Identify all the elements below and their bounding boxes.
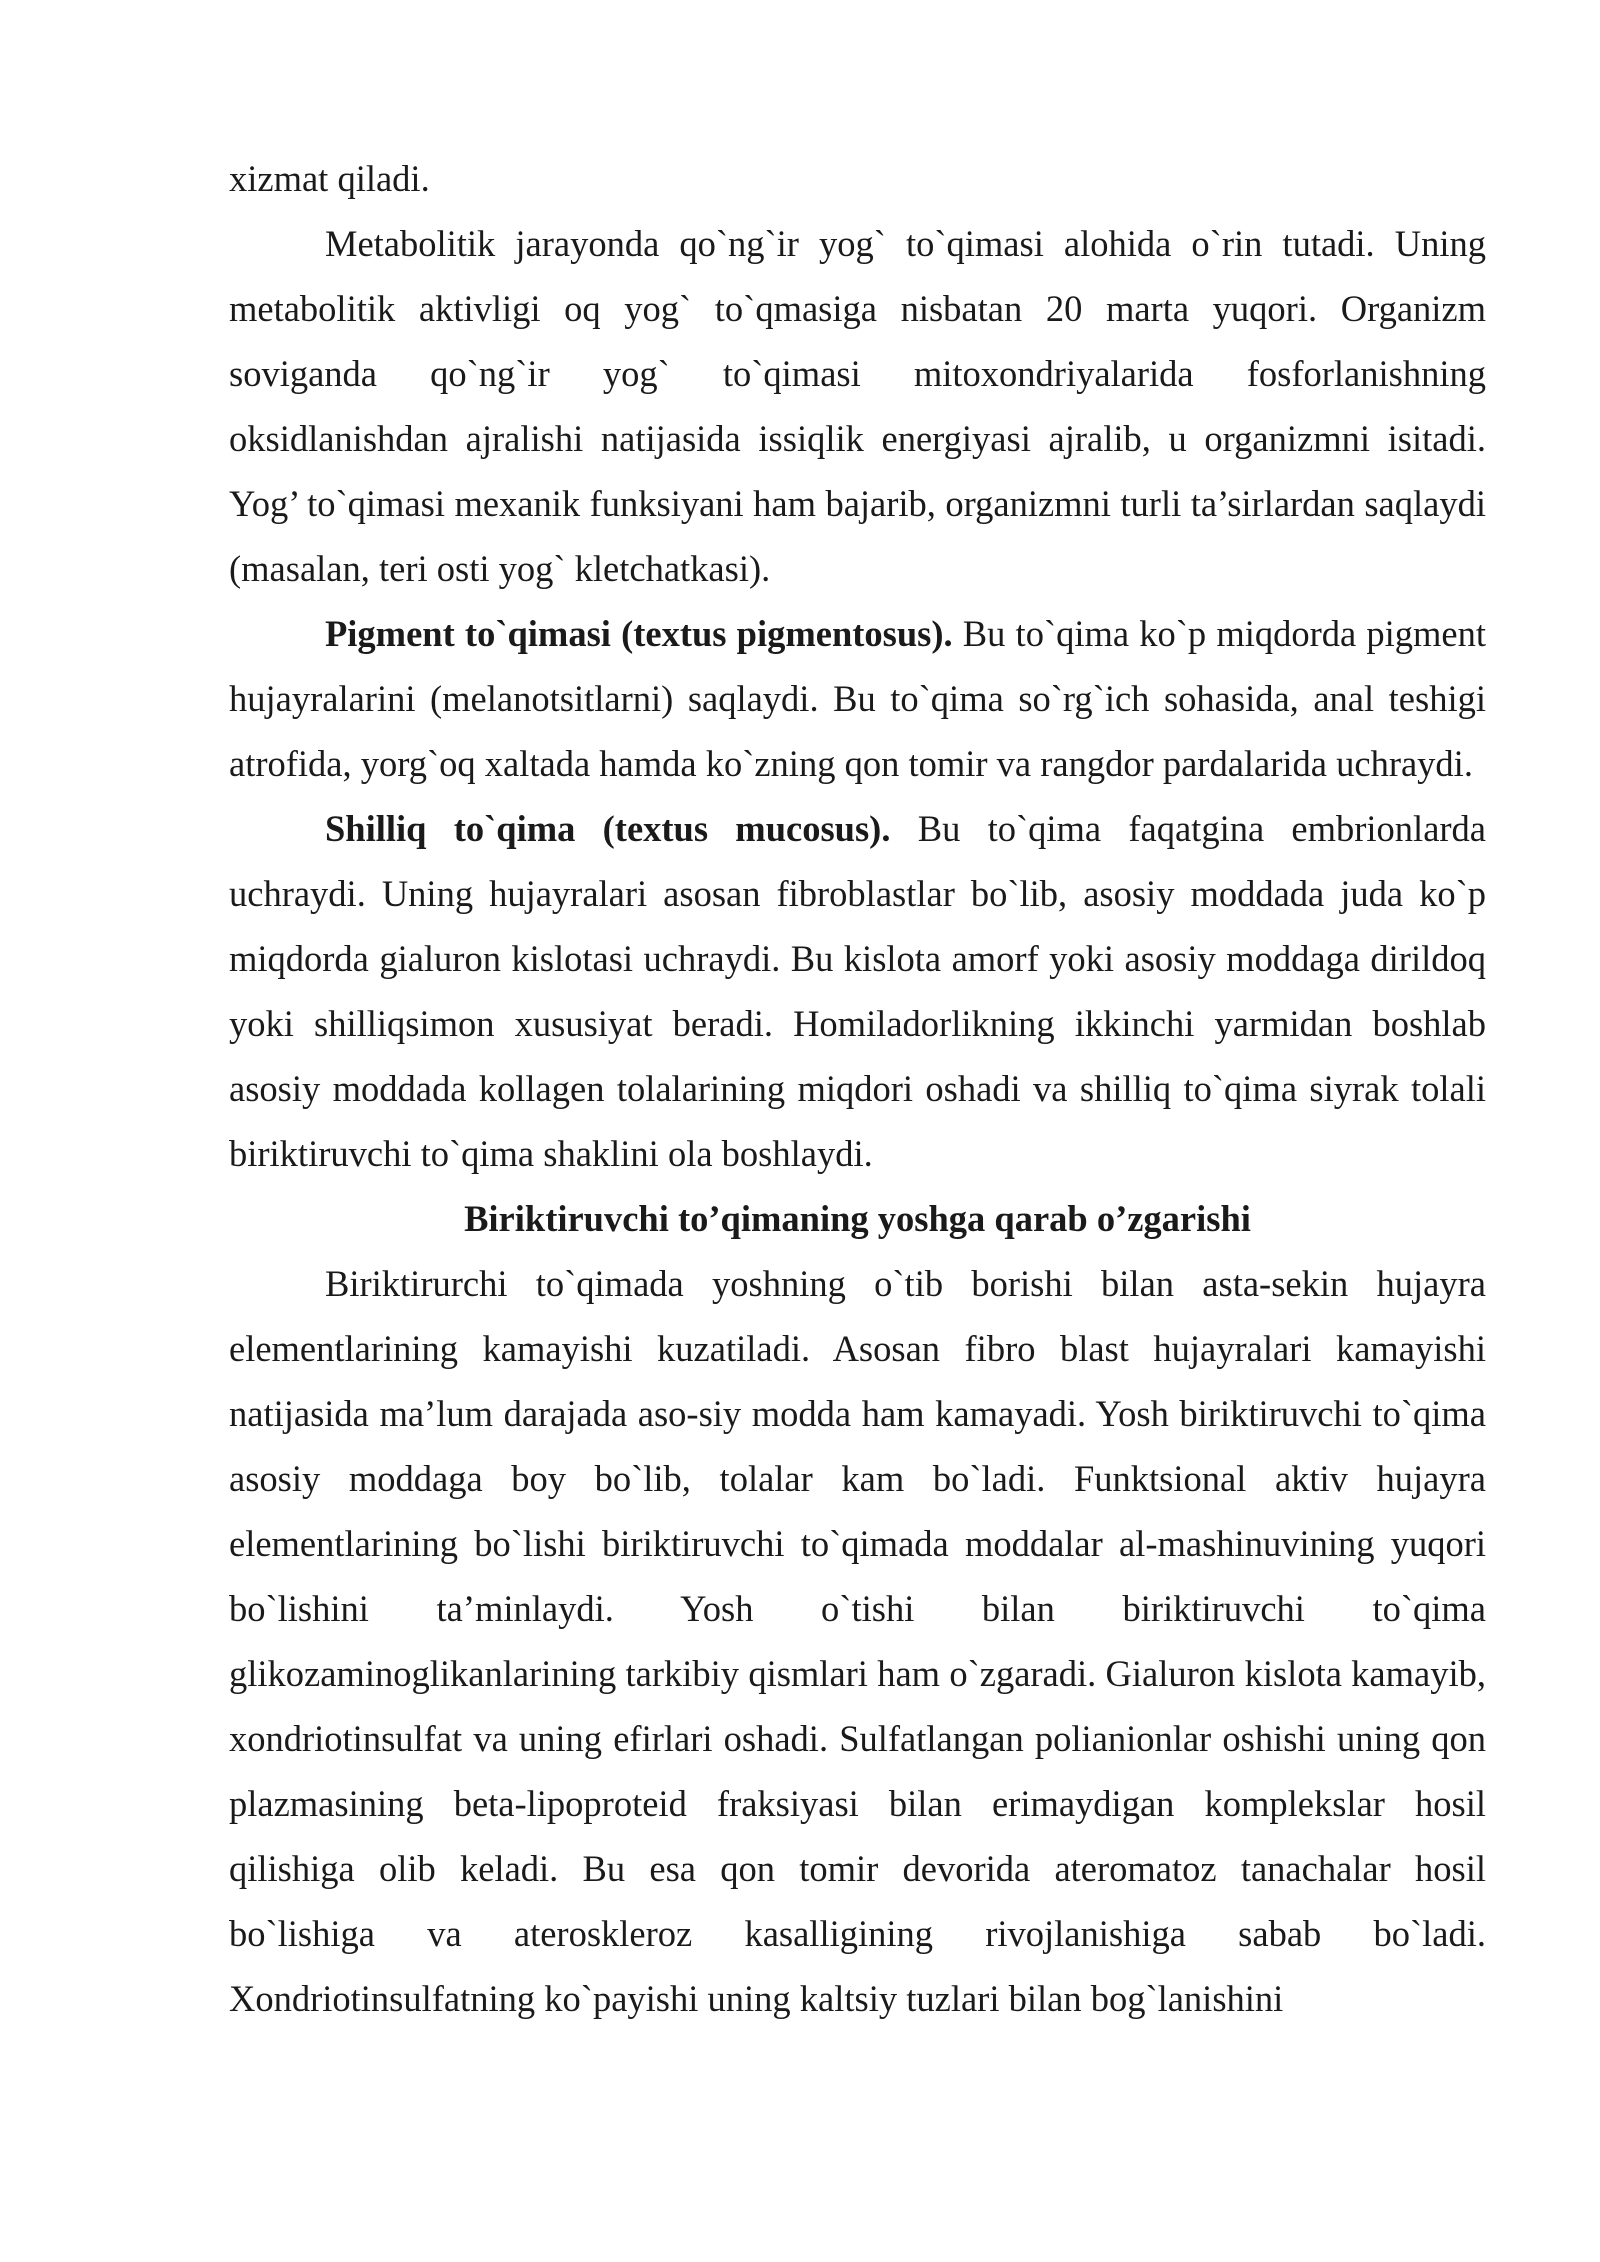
paragraph-age-changes: Biriktirurchi to`qimada yoshning o`tib borishi bilan asta-sekin hujayra elementlarining kamayishi kuzatiladi. Asosan fibro blast hujayralari kamayishi natijasida ma’lum darajada aso-siy modda ham kamayadi. Yosh biriktiruvchi to`qima asosiy moddaga boy bo`lib, tolalar kam bo`ladi. Funktsional aktiv hujayra elementlarining bo`lishi biriktiruvchi to`qimada moddalar al-mashinuvining yuqori bo`lishini ta’minlaydi. Yosh o`tishi bilan biriktiruvchi to`qima glikozaminoglikanlarining tarkibiy qismlari ham o`zgaradi. Gialuron kislota kamayib, xondriotinsulfat va uning efirlari oshadi. Sulfatlangan polianionlar oshishi uning qon plazmasining beta-lipoproteid fraksiyasi bilan erimaydigan komplekslar hosil qilishiga olib keladi. Bu esa qon tomir devorida ateromatoz tanachalar hosil bo`lishiga va ateroskleroz kasalligining rivojlanishiga sabab bo`ladi. Xondriotinsulfatning ko`payishi uning kaltsiy tuzlari bilan bog`lanishini <box>229 1263 1486 2019</box>
term-pigment-tissue: Pigment to`qimasi (textus pigmentosus). <box>325 613 953 654</box>
document-body <box>229 146 1486 2031</box>
paragraph-metabolic-brown-fat: Metabolitik jarayonda qo`ng`ir yog` to`qimasi alohida o`rin tutadi. Uning metabolitik aktivligi oq yog` to`qmasiga nisbatan 20 marta yuqori. Organizm soviganda qo`ng`ir yog` to`qimasi mitoxondriyalarida fosforlanishning oksidlanishdan ajralishi natijasida issiqlik energiyasi ajralib, u organizmni isitadi. Yog’ to`qimasi mexanik funksiyani ham bajarib, organizmni turli ta’sirlardan saqlaydi (masalan, teri osti yog` kletchatkasi). <box>229 223 1486 589</box>
paragraph-mucous-tissue <box>229 796 1486 1186</box>
paragraph-mucous-tissue-text: Bu to`qima faqatgina embrionlarda uchraydi. Uning hujayralari asosan fibroblastlar bo`lib, asosiy moddada juda ko`p miqdorda gialuron kislotasi uchraydi. Bu kislota amorf yoki asosiy moddaga dirildoq yoki shilliqsimon xususiyat beradi. Homiladorlikning ikkinchi yarmidan boshlab asosiy moddada kollagen tolalarining miqdori oshadi va shilliq to`qima siyrak tolali biriktiruvchi to`qima shaklini ola boshlaydi. <box>229 808 1486 1174</box>
paragraph-pigment-tissue <box>229 601 1486 796</box>
paragraph-pigment-tissue-text: Bu to`qima ko`p miqdorda pigment hujayralarini (melanotsitlarni) saqlaydi. Bu to`qima so`rg`ich sohasida, anal teshigi atrofida, yorg`oq xaltada hamda ko`zning qon tomir va rangdor pardalarida uchraydi. <box>229 613 1486 784</box>
term-mucous-tissue: Shilliq to`qima (textus mucosus). <box>325 808 891 849</box>
paragraph-continuation: xizmat qiladi. <box>229 158 430 199</box>
section-heading: Biriktiruvchi to’qimaning yoshga qarab o’zgarishi <box>464 1198 1251 1239</box>
